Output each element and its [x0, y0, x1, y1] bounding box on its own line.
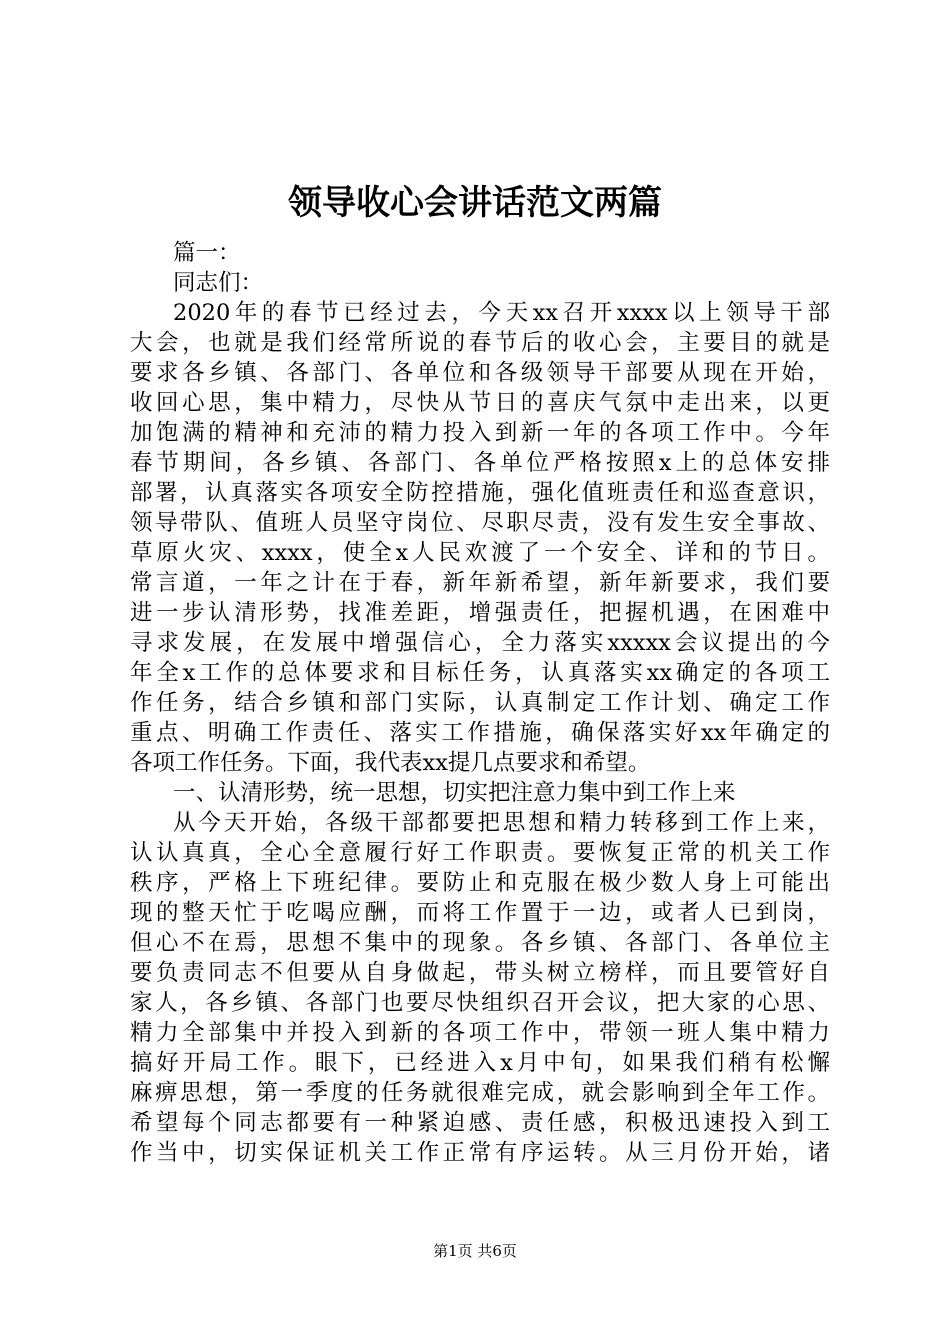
body-line: 作当中，切实保证机关工作正常有序运转。从三月份开始，诸	[130, 1140, 830, 1166]
body-line: 春节期间，各乡镇、各部门、各单位严格按照x上的总体安排	[130, 450, 830, 476]
body-line: 领导带队、值班人员坚守岗位、尽职尽责，没有发生安全事故、	[130, 510, 830, 536]
body-line: 常言道，一年之计在于春，新年新希望，新年新要求，我们要	[130, 570, 830, 596]
body-line: 2020年的春节已经过去，今天xx召开xxxx以上领导干部	[173, 300, 830, 326]
body-line: 进一步认清形势，找准差距，增强责任，把握机遇，在困难中	[130, 600, 830, 626]
body-line: 精力全部集中并投入到新的各项工作中，带领一班人集中精力	[130, 1020, 830, 1046]
body-line: 同志们：	[173, 270, 264, 296]
document-title: 领导收心会讲话范文两篇	[288, 183, 662, 223]
body-line: 重点、明确工作责任、落实工作措施，确保落实好xx年确定的	[130, 720, 830, 746]
body-line: 要求各乡镇、各部门、各单位和各级领导干部要从现在开始，	[130, 360, 830, 386]
body-line: 现的整天忙于吃喝应酬，而将工作置于一边，或者人已到岗，	[130, 900, 830, 926]
body-line: 各项工作任务。下面，我代表xx提几点要求和希望。	[130, 750, 651, 776]
body-line: 大会，也就是我们经常所说的春节后的收心会，主要目的就是	[130, 330, 830, 356]
body-line: 认认真真，全心全意履行好工作职责。要恢复正常的机关工作	[130, 840, 830, 866]
body-line: 麻痹思想，第一季度的任务就很难完成，就会影响到全年工作。	[130, 1080, 830, 1106]
body-line: 部署，认真落实各项安全防控措施，强化值班责任和巡查意识，	[130, 480, 830, 506]
body-line: 但心不在焉，思想不集中的现象。各乡镇、各部门、各单位主	[130, 930, 830, 956]
body-line: 寻求发展，在发展中增强信心，全力落实xxxxx会议提出的今	[130, 630, 830, 656]
body-line: 年全x工作的总体要求和目标任务，认真落实xx确定的各项工	[130, 660, 830, 686]
body-line: 要负责同志不但要从自身做起，带头树立榜样，而且要管好自	[130, 960, 830, 986]
document-body	[130, 238, 830, 1168]
body-line: 篇一：	[173, 240, 241, 266]
body-line: 希望每个同志都要有一种紧迫感、责任感，积极迅速投入到工	[130, 1110, 830, 1136]
body-line: 从今天开始，各级干部都要把思想和精力转移到工作上来，	[173, 810, 830, 836]
body-line: 一、认清形势，统一思想，切实把注意力集中到工作上来	[173, 780, 736, 806]
body-line: 秩序，严格上下班纪律。要防止和克服在极少数人身上可能出	[130, 870, 830, 896]
body-line: 家人，各乡镇、各部门也要尽快组织召开会议，把大家的心思、	[130, 990, 830, 1016]
body-line: 搞好开局工作。眼下，已经进入x月中旬，如果我们稍有松懈	[130, 1050, 830, 1076]
body-line: 加饱满的精神和充沛的精力投入到新一年的各项工作中。今年	[130, 420, 830, 446]
page-footer: 第1页 共6页	[433, 1242, 517, 1260]
body-line: 作任务，结合乡镇和部门实际，认真制定工作计划、确定工作	[130, 690, 830, 716]
body-line: 草原火灾、xxxx，使全x人民欢渡了一个安全、详和的节日。	[130, 540, 830, 566]
body-line: 收回心思，集中精力，尽快从节日的喜庆气氛中走出来，以更	[130, 390, 830, 416]
